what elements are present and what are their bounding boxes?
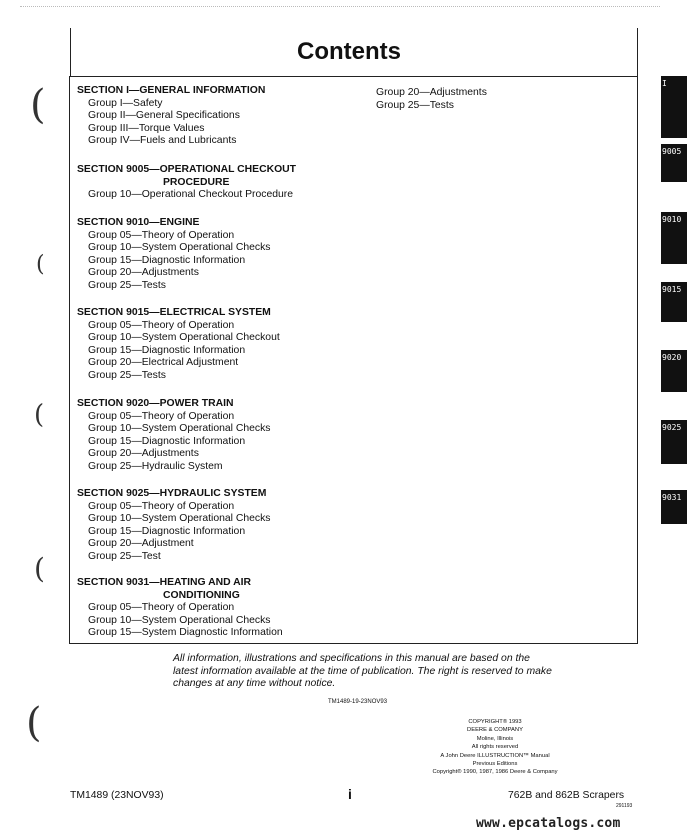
binder-hole-mark: (	[26, 700, 42, 746]
tab-9010[interactable]: 9010	[661, 212, 687, 264]
group-entry[interactable]: Group 15—Diagnostic Information	[88, 435, 246, 447]
group-entry[interactable]: Group I—Safety	[88, 97, 163, 109]
tab-9031[interactable]: 9031	[661, 490, 687, 524]
section-9031[interactable]	[77, 577, 377, 640]
copyright-line: DEERE & COMPANY	[467, 727, 523, 734]
tab-section-i[interactable]: I	[661, 76, 687, 138]
footer-code: 291193	[616, 803, 633, 809]
binder-hole-mark: (	[34, 400, 45, 430]
group-entry[interactable]: Group IV—Fuels and Lubricants	[88, 135, 237, 147]
watermark-url[interactable]: www.epcatalogs.com	[476, 816, 621, 831]
group-entry[interactable]: Group 10—Operational Checkout Procedure	[88, 189, 294, 201]
section-9025[interactable]	[77, 488, 377, 564]
group-entry[interactable]: Group 05—Theory of Operation	[88, 229, 235, 241]
document-reference: TM1489-19-23NOV93	[328, 699, 388, 705]
copyright-line: All rights reserved	[471, 744, 519, 751]
copyright-line: Moline, Illinois	[476, 735, 514, 742]
tab-9020[interactable]: 9020	[661, 350, 687, 392]
copyright-line: Previous Editions	[472, 761, 518, 768]
section-9015[interactable]	[77, 307, 377, 383]
group-entry[interactable]: Group 05—Theory of Operation	[88, 319, 235, 331]
disclaimer-text: All information, illustrations and specifications in this manual are based on the latest information available at the time of publication. The right is reserved to make changes at any time without notice.	[173, 653, 552, 689]
group-entry[interactable]: Group 10—System Operational Checks	[88, 242, 271, 254]
section-title: SECTION 9020—POWER TRAIN	[77, 398, 234, 409]
section-9020[interactable]	[77, 398, 377, 474]
footer-page-number: i	[348, 786, 352, 802]
binder-hole-mark: (	[34, 552, 45, 585]
tab-9005[interactable]: 9005	[661, 144, 687, 182]
group-entry[interactable]: Group 20—Adjustments	[88, 267, 199, 279]
copyright-line: COPYRIGHT® 1993	[468, 719, 522, 725]
group-entry[interactable]: Group 20—Adjustments	[376, 87, 487, 98]
group-entry[interactable]: Group 05—Theory of Operation	[88, 602, 235, 614]
section-9005[interactable]	[77, 164, 377, 202]
top-rule	[20, 6, 660, 7]
group-entry[interactable]: Group 20—Adjustment	[88, 538, 194, 550]
footer-manual-id: TM1489 (23NOV93)	[70, 790, 164, 801]
section-title: SECTION 9005—OPERATIONAL CHECKOUT PROCEDURE	[77, 164, 297, 188]
footer-product-name: 762B and 862B Scrapers	[508, 790, 625, 801]
page-title: Contents	[297, 38, 401, 65]
group-entry[interactable]: Group 20—Adjustments	[88, 448, 199, 460]
group-entry[interactable]: Group 25—Tests	[88, 369, 166, 381]
section-general-information[interactable]	[77, 85, 377, 148]
section-title: SECTION 9010—ENGINE	[77, 217, 200, 228]
contents-right-column	[376, 87, 616, 112]
group-entry[interactable]: Group 10—System Operational Checkout	[88, 332, 280, 344]
tab-9025[interactable]: 9025	[661, 420, 687, 464]
group-entry[interactable]: Group 15—Diagnostic Information	[88, 525, 246, 537]
group-entry[interactable]: Group 20—Electrical Adjustment	[88, 357, 239, 369]
group-entry[interactable]: Group 10—System Operational Checks	[88, 513, 271, 525]
section-title: SECTION 9025—HYDRAULIC SYSTEM	[77, 488, 267, 499]
section-title: SECTION 9031—HEATING AND AIR CONDITIONING	[77, 577, 251, 601]
group-entry[interactable]: Group 15—Diagnostic Information	[88, 254, 246, 266]
group-entry[interactable]: Group 05—Theory of Operation	[88, 410, 235, 422]
group-entry[interactable]: Group 25—Tests	[88, 279, 166, 291]
group-entry[interactable]: Group 25—Test	[88, 550, 161, 562]
group-entry[interactable]: Group 05—Theory of Operation	[88, 500, 235, 512]
group-entry[interactable]: Group 25—Tests	[376, 99, 454, 111]
copyright-line: A John Deere ILLUSTRUCTION™ Manual	[440, 752, 550, 759]
group-entry[interactable]: Group III—Torque Values	[88, 122, 205, 134]
copyright-block	[420, 718, 570, 777]
section-title: SECTION 9015—ELECTRICAL SYSTEM	[77, 307, 271, 318]
copyright-line: Copyright® 1990, 1987, 1986 Deere & Company	[432, 769, 558, 776]
group-entry[interactable]: Group 15—Diagnostic Information	[88, 344, 246, 356]
group-entry[interactable]: Group 10—System Operational Checks	[88, 614, 271, 626]
group-entry[interactable]: Group 10—System Operational Checks	[88, 423, 271, 435]
binder-hole-mark: (	[30, 82, 46, 128]
group-entry[interactable]: Group II—General Specifications	[88, 110, 240, 122]
section-title: SECTION I—GENERAL INFORMATION	[77, 85, 266, 96]
group-entry[interactable]: Group 15—System Diagnostic Information	[88, 627, 283, 639]
group-entry[interactable]: Group 25—Hydraulic System	[88, 460, 223, 472]
section-9010[interactable]	[77, 217, 377, 293]
tab-9015[interactable]: 9015	[661, 282, 687, 322]
binder-hole-mark: (	[36, 252, 45, 277]
